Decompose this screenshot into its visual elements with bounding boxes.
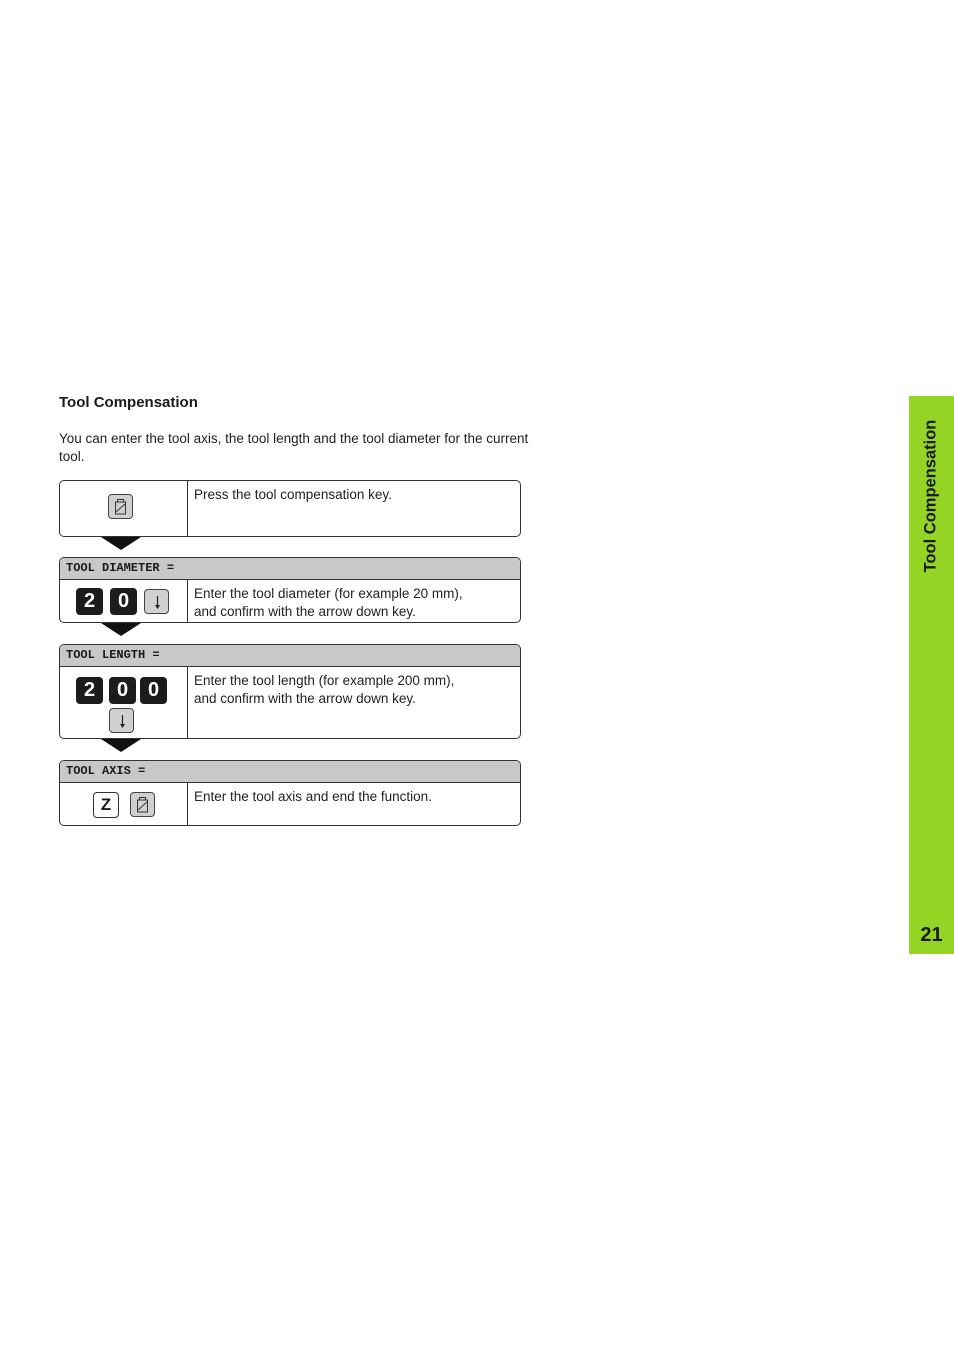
step-1-box [59, 480, 521, 537]
step-2-box [59, 557, 521, 623]
step-4-keys [60, 783, 188, 826]
step-3-description-line-2: and confirm with the arrow down key. [194, 690, 416, 706]
step-3-box [59, 644, 521, 739]
digit-key-2[interactable]: 2 [76, 588, 103, 615]
section-title: Tool Compensation [59, 394, 198, 411]
intro-paragraph: You can enter the tool axis, the tool length and the tool diameter for the current tool. [59, 431, 529, 464]
arrow-down-icon [110, 709, 135, 734]
digit-key-0[interactable]: 0 [109, 677, 136, 704]
axis-key-z[interactable]: Z [93, 792, 119, 818]
step-3-keys [60, 667, 188, 739]
side-chapter-tab [909, 396, 954, 954]
step-4-box [59, 760, 521, 826]
tool-axis-prompt: TOOL AXIS = [60, 761, 520, 783]
page-number: 21 [920, 924, 943, 946]
arrow-down-icon [145, 590, 170, 615]
tool-compensation-icon [109, 495, 134, 520]
step-1-keys [60, 481, 188, 536]
step-2-keys [60, 580, 188, 623]
step-2-description [188, 580, 520, 623]
flow-arrow-3 [101, 739, 141, 752]
step-2-description-line-2: and confirm with the arrow down key. [194, 603, 416, 619]
arrow-down-key[interactable] [144, 589, 169, 614]
tool-compensation-key[interactable] [108, 494, 133, 519]
side-tab-title: Tool Compensation [921, 419, 940, 573]
flow-arrow-1 [101, 537, 141, 550]
digit-key-2[interactable]: 2 [76, 677, 103, 704]
flow-arrow-2 [101, 623, 141, 636]
digit-key-0[interactable]: 0 [140, 677, 167, 704]
tool-compensation-icon [131, 793, 156, 818]
step-2-description-line-1: Enter the tool diameter (for example 20 mm), [194, 586, 463, 601]
step-3-description [188, 667, 520, 739]
digit-key-0[interactable]: 0 [110, 588, 137, 615]
step-1-description: Press the tool compensation key. [194, 487, 392, 502]
tool-length-prompt: TOOL LENGTH = [60, 645, 520, 667]
tool-compensation-key[interactable] [130, 792, 155, 817]
step-3-description-line-1: Enter the tool length (for example 200 mm), [194, 673, 455, 688]
step-4-description: Enter the tool axis and end the function. [194, 789, 432, 804]
arrow-down-key[interactable] [109, 708, 134, 733]
tool-diameter-prompt: TOOL DIAMETER = [60, 558, 520, 580]
